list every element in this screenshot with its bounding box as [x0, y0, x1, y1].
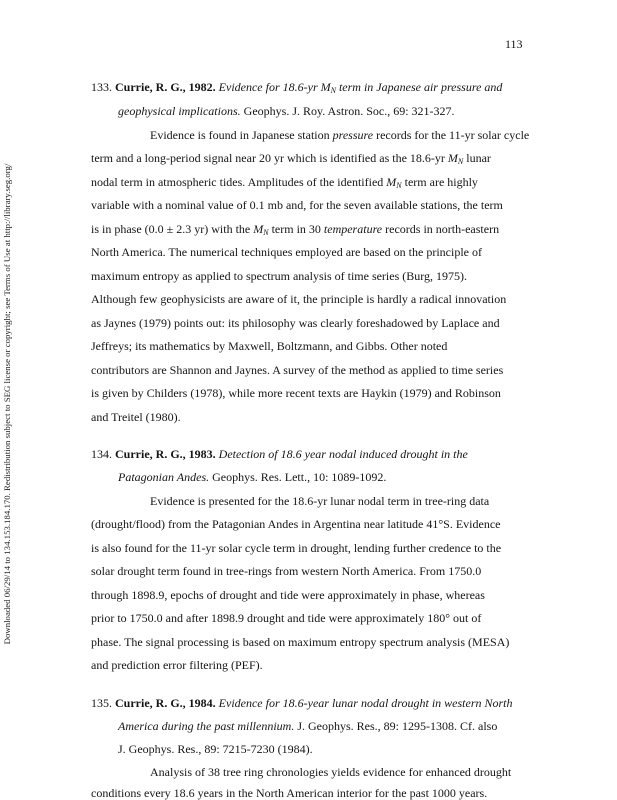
abstract-line: through 1898.9, epochs of drought and tide were approximately in phase, whereas — [91, 588, 485, 602]
entry-134-heading — [91, 447, 468, 461]
download-notice-text: Downloaded 06/29/14 to 134.153.184.170. Redistribution subject to SEG license or copyright; see Terms of Use at http://library.seg.org/ — [2, 163, 12, 645]
abstract-line: Although few geophysicists are aware of it, the principle is hardly a radical innovation — [91, 292, 507, 306]
abstract-line: conditions every 18.6 years in the North American interior for the past 1000 years. — [91, 786, 488, 800]
abstract-line: (drought/flood) from the Patagonian Andes in Argentina near latitude 41°S. Evidence — [91, 517, 501, 531]
abstract-line: maximum entropy as applied to spectrum analysis of time series (Burg, 1975). — [91, 269, 468, 283]
entry-author: Currie, R. G., 1982. — [115, 80, 216, 94]
abstract-line: phase. The signal processing is based on maximum entropy spectrum analysis (MESA) — [91, 635, 510, 649]
entry-title-line-2: geophysical implications. — [118, 104, 241, 118]
entry-number: 133. — [91, 80, 112, 94]
abstract-line: solar drought term found in tree-rings from western North America. From 1750.0 — [91, 564, 482, 578]
abstract-line: nodal term in atmospheric tides. Amplitudes of the identified $M_N$ term are highly — [91, 175, 478, 190]
abstract-line: is in phase (0.0 ± 2.3 yr) with the $M_N$ term in 30 temperature records in north-eastern — [91, 222, 500, 237]
abstract-line: prior to 1750.0 and after 1898.9 drought and tide were approximately 180° out of — [91, 611, 482, 625]
abstract-line: Evidence is presented for the 18.6-yr lunar nodal term in tree-ring data — [150, 494, 490, 508]
abstract-line: contributors are Shannon and Jaynes. A survey of the method as applied to time series — [91, 363, 504, 377]
entry-author: Currie, R. G., 1984. — [115, 696, 216, 710]
abstract-line: term and a long-period signal near 20 yr which is identified as the 18.6-yr $M_N$ lunar — [91, 151, 491, 166]
entry-number: 135. — [91, 696, 112, 710]
entry-title-line-2: America during the past millennium. — [118, 719, 295, 733]
abstract-line: is also found for the 11-yr solar cycle term in drought, lending further credence to the — [91, 541, 502, 555]
abstract-line: variable with a nominal value of 0.1 mb and, for the seven available stations, the term — [91, 198, 503, 212]
entry-135-heading — [91, 696, 513, 710]
entry-citation: Geophys. J. Roy. Astron. Soc., 69: 321-327. — [240, 104, 455, 118]
entry-citation: Geophys. Res. Lett., 10: 1089-1092. — [209, 470, 387, 484]
entry-135-heading-line-2 — [118, 719, 497, 733]
abstract-line: North America. The numerical techniques employed are based on the principle of — [91, 245, 482, 259]
abstract-line: and Treitel (1980). — [91, 410, 181, 424]
abstract-line: and prediction error filtering (PEF). — [91, 658, 263, 672]
abstract-line: Evidence is found in Japanese station pressure records for the 11-yr solar cycle — [150, 128, 530, 142]
entry-133-heading-line-2 — [118, 104, 455, 118]
entry-135-citation-line-3: J. Geophys. Res., 89: 7215-7230 (1984). — [118, 742, 313, 756]
abstract-line: is given by Childers (1978), while more recent texts are Haykin (1979) and Robinson — [91, 386, 501, 400]
entry-title-line-1: Evidence for 18.6-year lunar nodal drought in western North — [218, 696, 513, 710]
page-number: 113 — [505, 37, 523, 51]
entry-title-line-1: Evidence for 18.6-yr $M_N$ term in Japanese air pressure and — [218, 80, 503, 95]
download-notice — [0, 124, 14, 684]
entry-number: 134. — [91, 447, 112, 461]
entry-134-heading-line-2 — [118, 470, 386, 484]
entry-citation: J. Geophys. Res., 89: 1295-1308. Cf. also — [294, 719, 498, 733]
entry-133-heading — [91, 80, 502, 94]
abstract-line: Jeffreys; its mathematics by Maxwell, Boltzmann, and Gibbs. Other noted — [91, 339, 448, 353]
abstract-line: as Jaynes (1979) points out: its philosophy was clearly foreshadowed by Laplace and — [91, 316, 500, 330]
abstract-line: Analysis of 38 tree ring chronologies yields evidence for enhanced drought — [150, 765, 512, 779]
entry-author: Currie, R. G., 1983. — [115, 447, 216, 461]
entry-title-line-1: Detection of 18.6 year nodal induced drought in the — [218, 447, 468, 461]
entry-title-line-2: Patagonian Andes. — [118, 470, 210, 484]
